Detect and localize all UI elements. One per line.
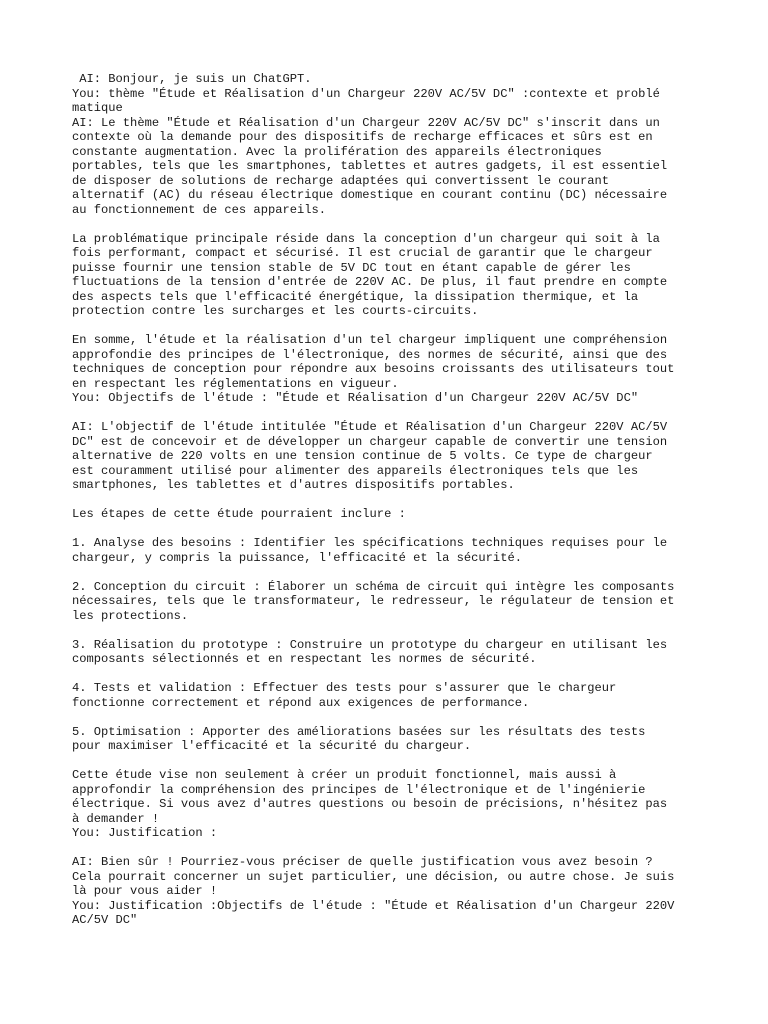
text-line: électrique. Si vous avez d'autres questions ou besoin de précisions, n'hésitez pas [72,797,668,811]
blank-line [72,493,712,508]
text-line: au fonctionnement de ces appareils. [72,202,327,217]
text-line: puisse fournir une tension stable de 5V DC tout en étant capable de gérer les [72,260,631,275]
text-line: You: thème "Étude et Réalisation d'un Chargeur 220V AC/5V DC" :contexte et problé [72,86,660,101]
text-line: AI: L'objectif de l'étude intitulée "Étude et Réalisation d'un Chargeur 220V AC/5V [72,420,668,434]
text-line: matique [72,101,123,115]
text-line: est couramment utilisé pour alimenter des appareils électroniques tels que les [72,463,639,478]
text-line: Les étapes de cette étude pourraient inclure : [72,507,406,521]
text-line: En somme, l'étude et la réalisation d'un tel chargeur impliquent une compréhension [72,333,668,347]
text-line: DC" est de concevoir et de développer un chargeur capable de convertir une tension [72,434,668,449]
text-line: alternatif (AC) du réseau électrique domestique en courant continu (DC) nécessaire [72,188,668,202]
text-line: des aspects tels que l'efficacité énergétique, la dissipation thermique, et la [72,289,639,304]
text-line: You: Objectifs de l'étude : "Étude et Réalisation d'un Chargeur 220V AC/5V DC" [72,391,639,405]
text-line: You: Justification :Objectifs de l'étude : "Étude et Réalisation d'un Chargeur 220V [72,898,675,913]
text-line: portables, tels que les smartphones, tablettes et autres gadgets, il est essentiel [72,159,668,173]
blank-line [72,623,712,638]
text-line: chargeur, y compris la puissance, l'efficacité et la sécurité. [72,550,522,565]
blank-line [72,667,712,682]
text-line: 4. Tests et validation : Effectuer des tests pour s'assurer que le chargeur [72,681,617,695]
text-line: AI: Bien sûr ! Pourriez-vous préciser de quelle justification vous avez besoin ? [72,855,653,869]
text-line: constante augmentation. Avec la prolifération des appareils électroniques [72,144,602,159]
text-line: AI: Le thème "Étude et Réalisation d'un Chargeur 220V AC/5V DC" s'inscrit dans un [72,115,660,130]
text-line: Cela pourrait concerner un sujet particulier, une décision, ou autre chose. Je suis [72,869,675,884]
text-line: de disposer de solutions de recharge adaptées qui convertissent le courant [72,173,610,188]
text-line: composants sélectionnés et en respectant les normes de sécurité. [72,652,537,666]
text-line: en respectant les réglementations en vigueur. [72,376,399,391]
text-line: là pour vous aider ! [72,884,218,898]
text-line: approfondir la compréhension des principes de l'électronique et de l'ingénierie [72,782,646,797]
text-line: techniques de conception pour répondre aux besoins croissants des utilisateurs tout [72,362,675,376]
document-page [72,72,712,928]
text-line: 2. Conception du circuit : Élaborer un schéma de circuit qui intègre les composants [72,579,675,594]
text-line: AC/5V DC" [72,913,138,927]
blank-line [72,319,712,334]
text-line: alternative de 220 volts en une tension continue de 5 volts. Ce type de chargeur [72,449,653,463]
blank-line [72,217,712,232]
text-line: 3. Réalisation du prototype : Construire un prototype du chargeur en utilisant les [72,637,668,652]
text-line: La problématique principale réside dans la conception d'un chargeur qui soit à la [72,231,660,246]
blank-line [72,406,712,421]
text-line: fluctuations de la tension d'entrée de 220V AC. De plus, il faut prendre en compte [72,275,668,289]
text-line: Cette étude vise non seulement à créer un produit fonctionnel, mais aussi à [72,768,617,782]
blank-line [72,565,712,580]
text-line: 1. Analyse des besoins : Identifier les spécifications techniques requises pour le [72,536,668,550]
text-line: You: Justification : [72,826,218,840]
text-line: smartphones, les tablettes et d'autres dispositifs portables. [72,478,515,492]
text-line: pour maximiser l'efficacité et la sécurité du chargeur. [72,739,472,753]
blank-line [72,754,712,769]
text-line: nécessaires, tels que le transformateur, le redresseur, le régulateur de tension et [72,594,675,608]
text-line: fois performant, compact et sécurisé. Il est crucial de garantir que le chargeur [72,246,653,260]
text-line: AI: Bonjour, je suis un ChatGPT. [72,72,312,86]
blank-line [72,841,712,856]
blank-line [72,522,712,537]
blank-line [72,710,712,725]
text-line: les protections. [72,608,189,623]
text-line: approfondie des principes de l'électronique, des normes de sécurité, ainsi que des [72,347,668,362]
text-line: à demander ! [72,811,160,826]
text-line: protection contre les surcharges et les courts-circuits. [72,304,479,318]
text-line: fonctionne correctement et répond aux exigences de performance. [72,695,530,710]
text-line: 5. Optimisation : Apporter des améliorations basées sur les résultats des tests [72,724,646,739]
text-line: contexte où la demande pour des dispositifs de recharge efficaces et sûrs est en [72,130,653,144]
